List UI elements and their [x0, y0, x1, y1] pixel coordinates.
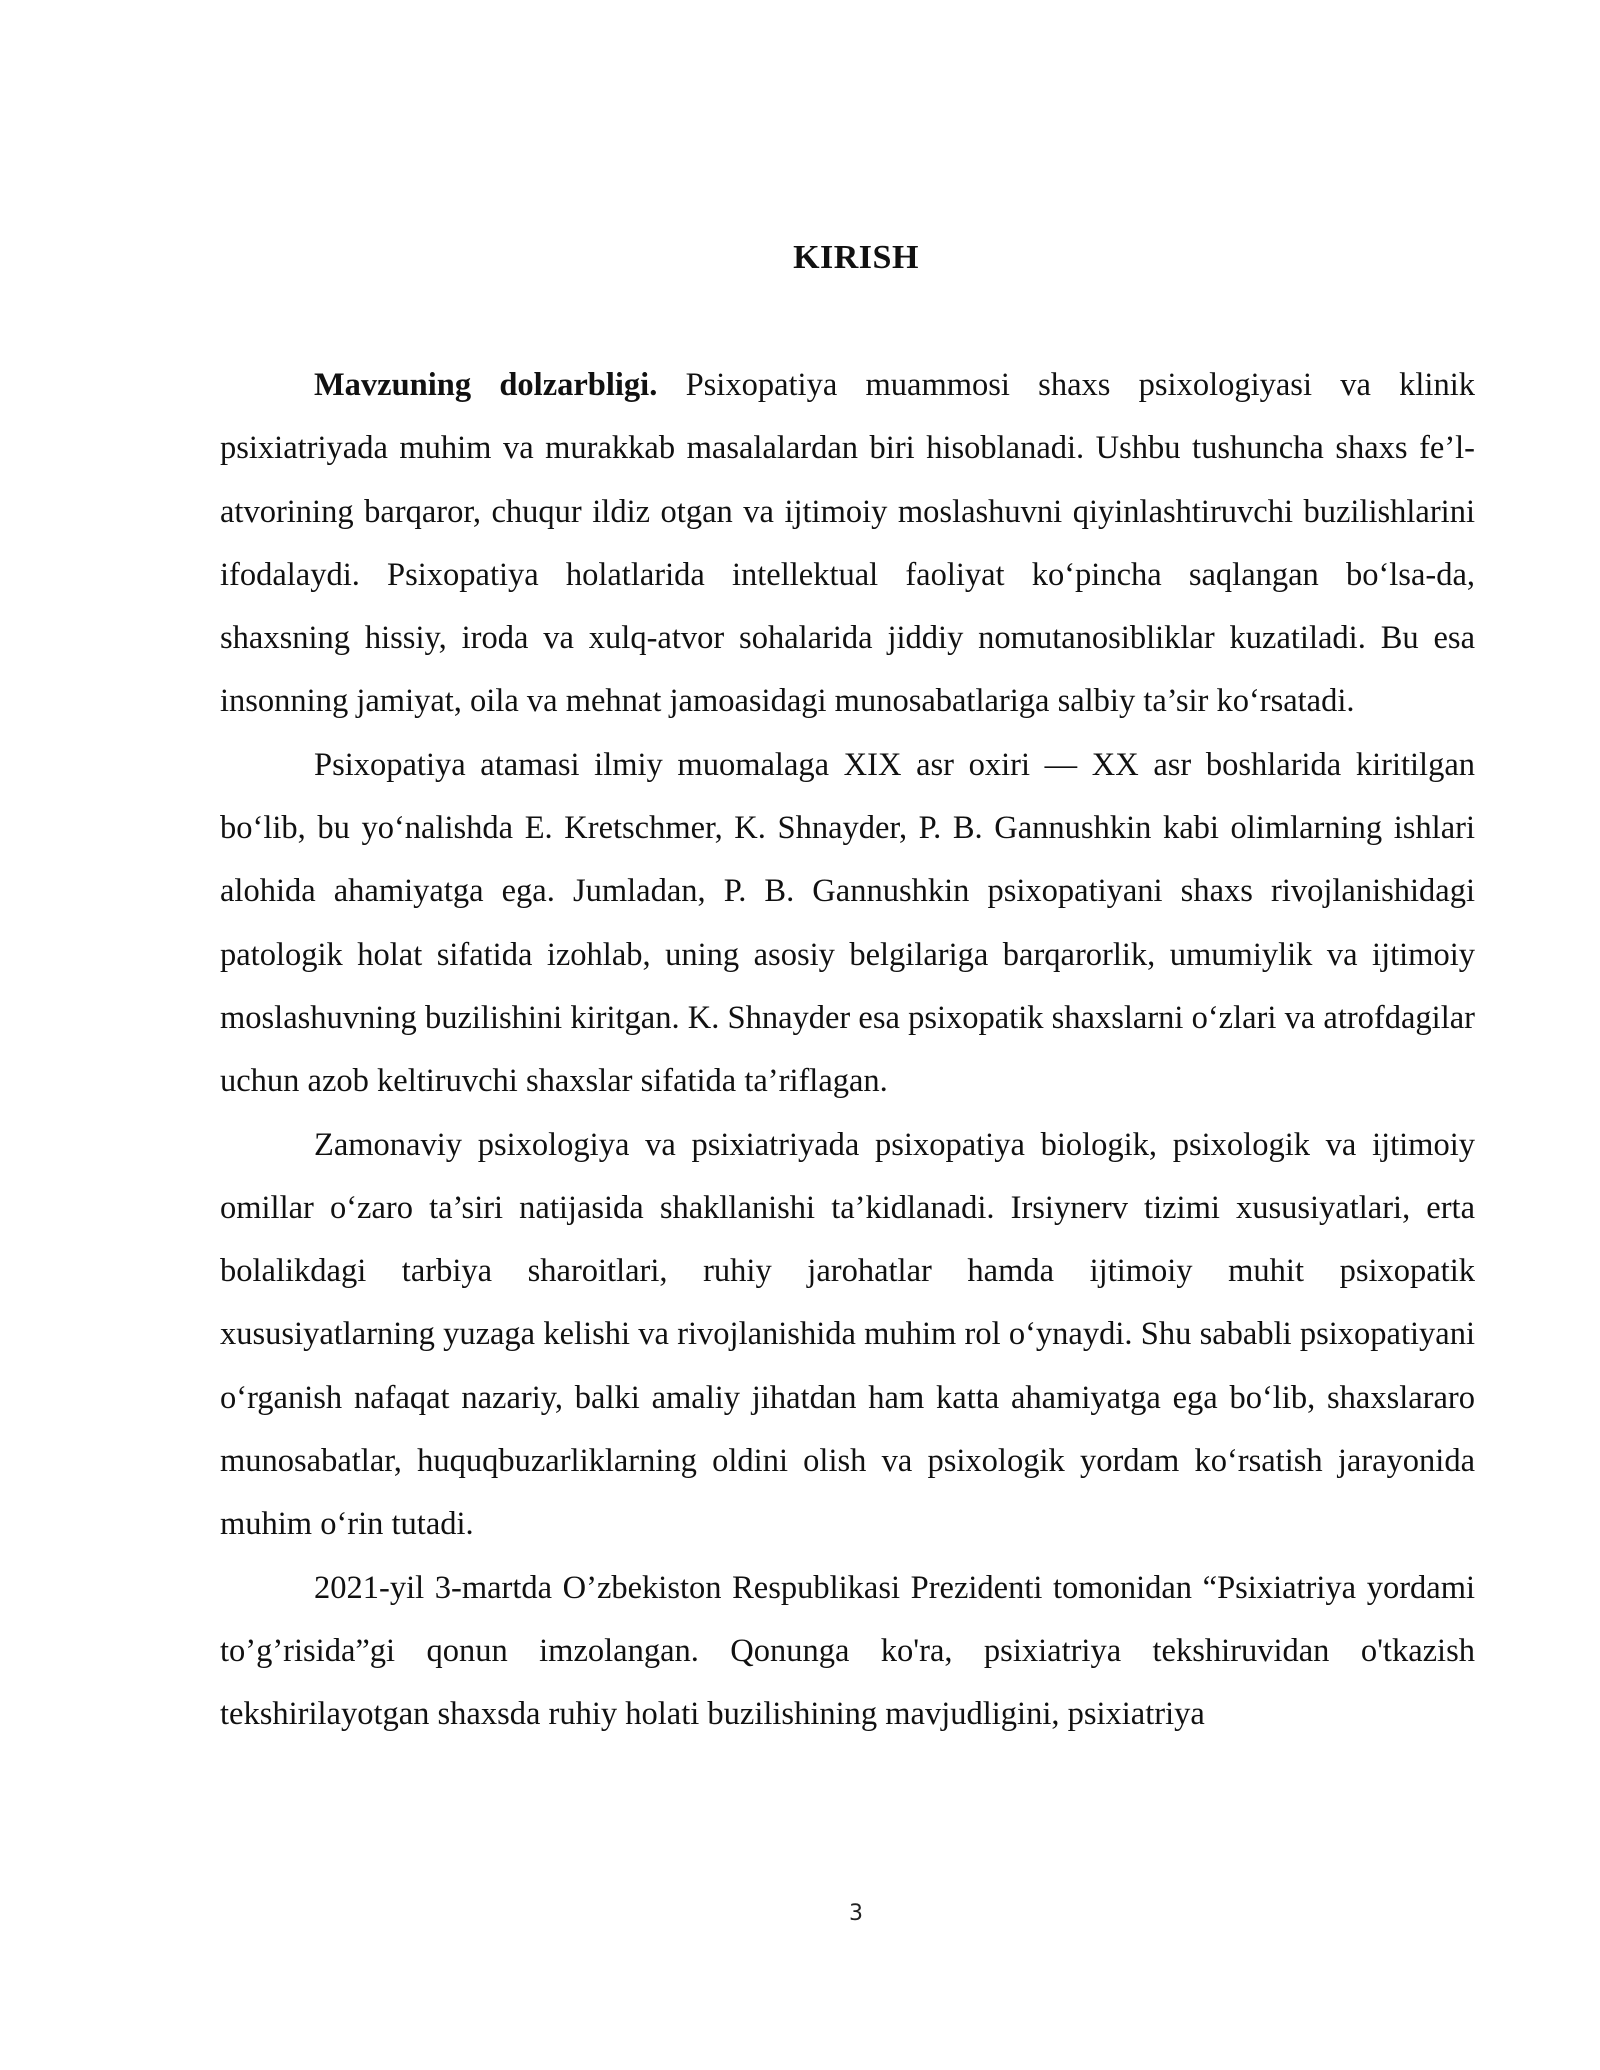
paragraph-law [220, 1557, 1475, 1747]
paragraph-text: Psixopatiya atamasi ilmiy muomalaga XIX asr oxiri — XX asr boshlarida kiritilgan bo‘lib, bu yo‘nalishda E. Kretschmer, K. Shnayder, P. B. Gannushkin kabi olimlarning ishlari alohida ahamiyatga ega. Jumladan, P. B. Gannushkin psixopatiyani shaxs rivojlanishidagi patologik holat sifatida izohlab, uning asosiy belgilariga barqarorlik, umumiylik va ijtimoiy moslashuvning buzilishini kiritgan. K. Shnayder esa psixopatik shaxslarni o‘zlari va atrofdagilar uchun azob keltiruvchi shaxslar sifatida ta’riflagan. [220, 746, 1475, 1100]
paragraph-lead-heading: Mavzuning dolzarbligi. [314, 367, 658, 403]
paragraph-relevance [220, 354, 1475, 734]
paragraph-text: Zamonaviy psixologiya va psixiatriyada psixopatiya biologik, psixologik va ijtimoiy omillar o‘zaro ta’siri natijasida shakllanishi ta’kidlanadi. Irsiynerv tizimi xususiyatlari, erta bolalikdagi tarbiya sharoitlari, ruhiy jarohatlar hamda ijtimoiy muhit psixopatik xususiyatlarning yuzaga kelishi va rivojlanishida muhim rol o‘ynaydi. Shu sababli psixopatiyani o‘rganish nafaqat nazariy, balki amaliy jihatdan ham katta ahamiyatga ega bo‘lib, shaxslararo munosabatlar, huquqbuzarliklarning oldini olish va psixologik yordam ko‘rsatish jarayonida muhim o‘rin tutadi. [220, 1126, 1475, 1543]
page-number: 3 [849, 1901, 863, 1926]
paragraph-history [220, 734, 1475, 1114]
section-title: KIRISH [793, 239, 919, 276]
paragraph-text: Psixopatiya muammosi shaxs psixologiyasi va klinik psixiatriyada muhim va murakkab masalalardan biri hisoblanadi. Ushbu tushuncha shaxs fe’l-atvorining barqaror, chuqur ildiz otgan va ijtimoiy moslashuvni qiyinlashtiruvchi buzilishlarini ifodalaydi. Psixopatiya holatlarida intellektual faoliyat ko‘pincha saqlangan bo‘lsa-da, shaxsning hissiy, iroda va xulq-atvor sohalarida jiddiy nomutanosibliklar kuzatiladi. Bu esa insonning jamiyat, oila va mehnat jamoasidagi munosabatlariga salbiy ta’sir ko‘rsatadi. [220, 367, 1475, 720]
body-text [220, 354, 1475, 1747]
paragraph-text: 2021-yil 3-martda O’zbekiston Respublikasi Prezidenti tomonidan “Psixiatriya yordami to’g’risida”gi qonun imzolangan. Qonunga ko'ra, psixiatriya tekshiruvidan o'tkazish tekshirilayotgan shaxsda ruhiy holati buzilishining mavjudligini, psixiatriya [220, 1569, 1475, 1733]
paragraph-modern-view [220, 1114, 1475, 1557]
